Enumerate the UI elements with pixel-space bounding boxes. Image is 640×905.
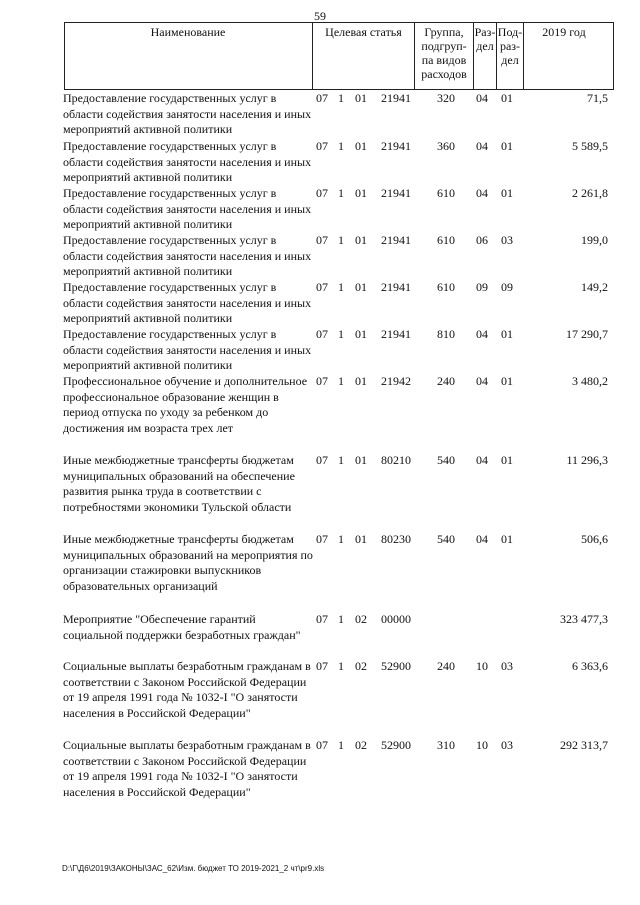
target-direction: 21941: [381, 233, 411, 247]
row-name: Иные межбюджетные трансферты бюджетам муниципальных образований на мероприятия по организации стажировки выпускников образовательных организаций: [63, 532, 313, 593]
amount-2019: 506,6: [581, 532, 608, 546]
subsection: 03: [501, 233, 513, 247]
header-group: [415, 25, 473, 81]
subsection: 03: [501, 659, 513, 673]
expense-group: 360: [437, 139, 455, 153]
header-section-line: Раз-: [474, 25, 496, 39]
target-event: 01: [355, 280, 367, 294]
row-name: Иные межбюджетные трансферты бюджетам муниципальных образований на обеспечение развития рынка труда в соответствии с потребностями экономики Тульской области: [63, 453, 295, 514]
target-program: 07: [316, 91, 328, 105]
expense-group: 310: [437, 738, 455, 752]
target-direction: 80230: [381, 532, 411, 546]
target-event: 01: [355, 327, 367, 341]
amount-2019: 149,2: [581, 280, 608, 294]
amount-2019: 17 290,7: [566, 327, 608, 341]
header-section: [474, 25, 496, 53]
expense-group: 540: [437, 532, 455, 546]
header-subsection-line: дел: [501, 53, 519, 67]
target-subprogram: 1: [338, 186, 344, 200]
target-event: 02: [355, 659, 367, 673]
target-direction: 52900: [381, 659, 411, 673]
target-program: 07: [316, 327, 328, 341]
target-subprogram: 1: [338, 233, 344, 247]
target-direction: 21941: [381, 186, 411, 200]
target-program: 07: [316, 233, 328, 247]
subsection: 01: [501, 453, 513, 467]
header-group-line: па видов: [421, 53, 467, 67]
target-event: 01: [355, 91, 367, 105]
subsection: 01: [501, 139, 513, 153]
header-subsection: [497, 25, 523, 67]
amount-2019: 2 261,8: [572, 186, 608, 200]
section: 04: [476, 374, 488, 388]
row-name: Социальные выплаты безработным гражданам в соответствии с Законом Российской Федерации от 19 апреля 1991 года № 1032-I "О занятости населения в Российской Федерации": [63, 659, 311, 720]
target-program: 07: [316, 532, 328, 546]
header-group-line: подгруп-: [421, 39, 467, 53]
amount-2019: 6 363,6: [572, 659, 608, 673]
footer-file-path: D:\Г\Д6\2019\ЗАКОНЫ\ЗАС_62\Изм. бюджет ТО 2019-2021_2 чт\pr9.xls: [62, 864, 325, 873]
target-program: 07: [316, 612, 328, 626]
target-event: 01: [355, 532, 367, 546]
target-program: 07: [316, 374, 328, 388]
header-section-line: дел: [476, 39, 494, 53]
subsection: 01: [501, 327, 513, 341]
amount-2019: 11 296,3: [566, 453, 608, 467]
section: 04: [476, 186, 488, 200]
target-event: 01: [355, 453, 367, 467]
subsection: 03: [501, 738, 513, 752]
expense-group: 810: [437, 327, 455, 341]
header-target: Целевая статья: [325, 25, 402, 39]
row-name: Предоставление государственных услуг в области содействия занятости населения и иных мероприятий активной политики: [63, 139, 312, 184]
row-name: Мероприятие "Обеспечение гарантий социальной поддержки безработных граждан": [63, 612, 301, 642]
expense-group: 540: [437, 453, 455, 467]
section: 10: [476, 738, 488, 752]
target-subprogram: 1: [338, 91, 344, 105]
header-group-line: Группа,: [424, 25, 464, 39]
subsection: 01: [501, 186, 513, 200]
target-program: 07: [316, 139, 328, 153]
target-direction: 21942: [381, 374, 411, 388]
header-name: Наименование: [150, 25, 226, 39]
target-event: 02: [355, 738, 367, 752]
subsection: 09: [501, 280, 513, 294]
row-name: Предоставление государственных услуг в области содействия занятости населения и иных мероприятий активной политики: [63, 186, 312, 231]
target-subprogram: 1: [338, 659, 344, 673]
target-subprogram: 1: [338, 738, 344, 752]
target-event: 02: [355, 612, 367, 626]
expense-group: 240: [437, 659, 455, 673]
section: 04: [476, 532, 488, 546]
amount-2019: 5 589,5: [572, 139, 608, 153]
expense-group: 320: [437, 91, 455, 105]
target-subprogram: 1: [338, 139, 344, 153]
amount-2019: 199,0: [581, 233, 608, 247]
target-program: 07: [316, 280, 328, 294]
target-direction: 21941: [381, 91, 411, 105]
target-subprogram: 1: [338, 280, 344, 294]
section: 04: [476, 327, 488, 341]
target-event: 01: [355, 139, 367, 153]
target-event: 01: [355, 233, 367, 247]
header-group-line: расходов: [421, 67, 467, 81]
row-name: Предоставление государственных услуг в области содействия занятости населения и иных мероприятий активной политики: [63, 233, 312, 278]
header-subsection-line: раз-: [499, 39, 521, 53]
amount-2019: 3 480,2: [572, 374, 608, 388]
target-subprogram: 1: [338, 612, 344, 626]
amount-2019: 71,5: [587, 91, 608, 105]
row-name: Предоставление государственных услуг в области содействия занятости населения и иных мероприятий активной политики: [63, 327, 312, 372]
target-subprogram: 1: [338, 327, 344, 341]
header-year: 2019 год: [542, 25, 586, 39]
target-program: 07: [316, 738, 328, 752]
target-event: 01: [355, 374, 367, 388]
expense-group: 610: [437, 186, 455, 200]
target-program: 07: [316, 453, 328, 467]
section: 04: [476, 453, 488, 467]
target-event: 01: [355, 186, 367, 200]
amount-2019: 323 477,3: [560, 612, 608, 626]
target-subprogram: 1: [338, 453, 344, 467]
section: 09: [476, 280, 488, 294]
expense-group: 610: [437, 233, 455, 247]
target-subprogram: 1: [338, 374, 344, 388]
target-direction: 21941: [381, 280, 411, 294]
amount-2019: 292 313,7: [560, 738, 608, 752]
section: 04: [476, 91, 488, 105]
header-subsection-line: Под-: [497, 25, 523, 39]
target-subprogram: 1: [338, 532, 344, 546]
row-name: Профессиональное обучение и дополнительное профессиональное образование женщин в период отпуска по уходу за ребенком до достижения им возраста трех лет: [63, 374, 308, 435]
subsection: 01: [501, 374, 513, 388]
subsection: 01: [501, 532, 513, 546]
row-name: Социальные выплаты безработным гражданам в соответствии с Законом Российской Федерации от 19 апреля 1991 года № 1032-I "О занятости населения в Российской Федерации": [63, 738, 311, 799]
target-direction: 00000: [381, 612, 411, 626]
section: 04: [476, 139, 488, 153]
target-program: 07: [316, 186, 328, 200]
expense-group: 610: [437, 280, 455, 294]
target-program: 07: [316, 659, 328, 673]
section: 10: [476, 659, 488, 673]
row-name: Предоставление государственных услуг в области содействия занятости населения и иных мероприятий активной политики: [63, 91, 312, 136]
section: 06: [476, 233, 488, 247]
subsection: 01: [501, 91, 513, 105]
target-direction: 80210: [381, 453, 411, 467]
target-direction: 52900: [381, 738, 411, 752]
row-name: Предоставление государственных услуг в области содействия занятости населения и иных мероприятий активной политики: [63, 280, 312, 325]
page-number: 59: [314, 9, 326, 23]
target-direction: 21941: [381, 327, 411, 341]
target-direction: 21941: [381, 139, 411, 153]
expense-group: 240: [437, 374, 455, 388]
